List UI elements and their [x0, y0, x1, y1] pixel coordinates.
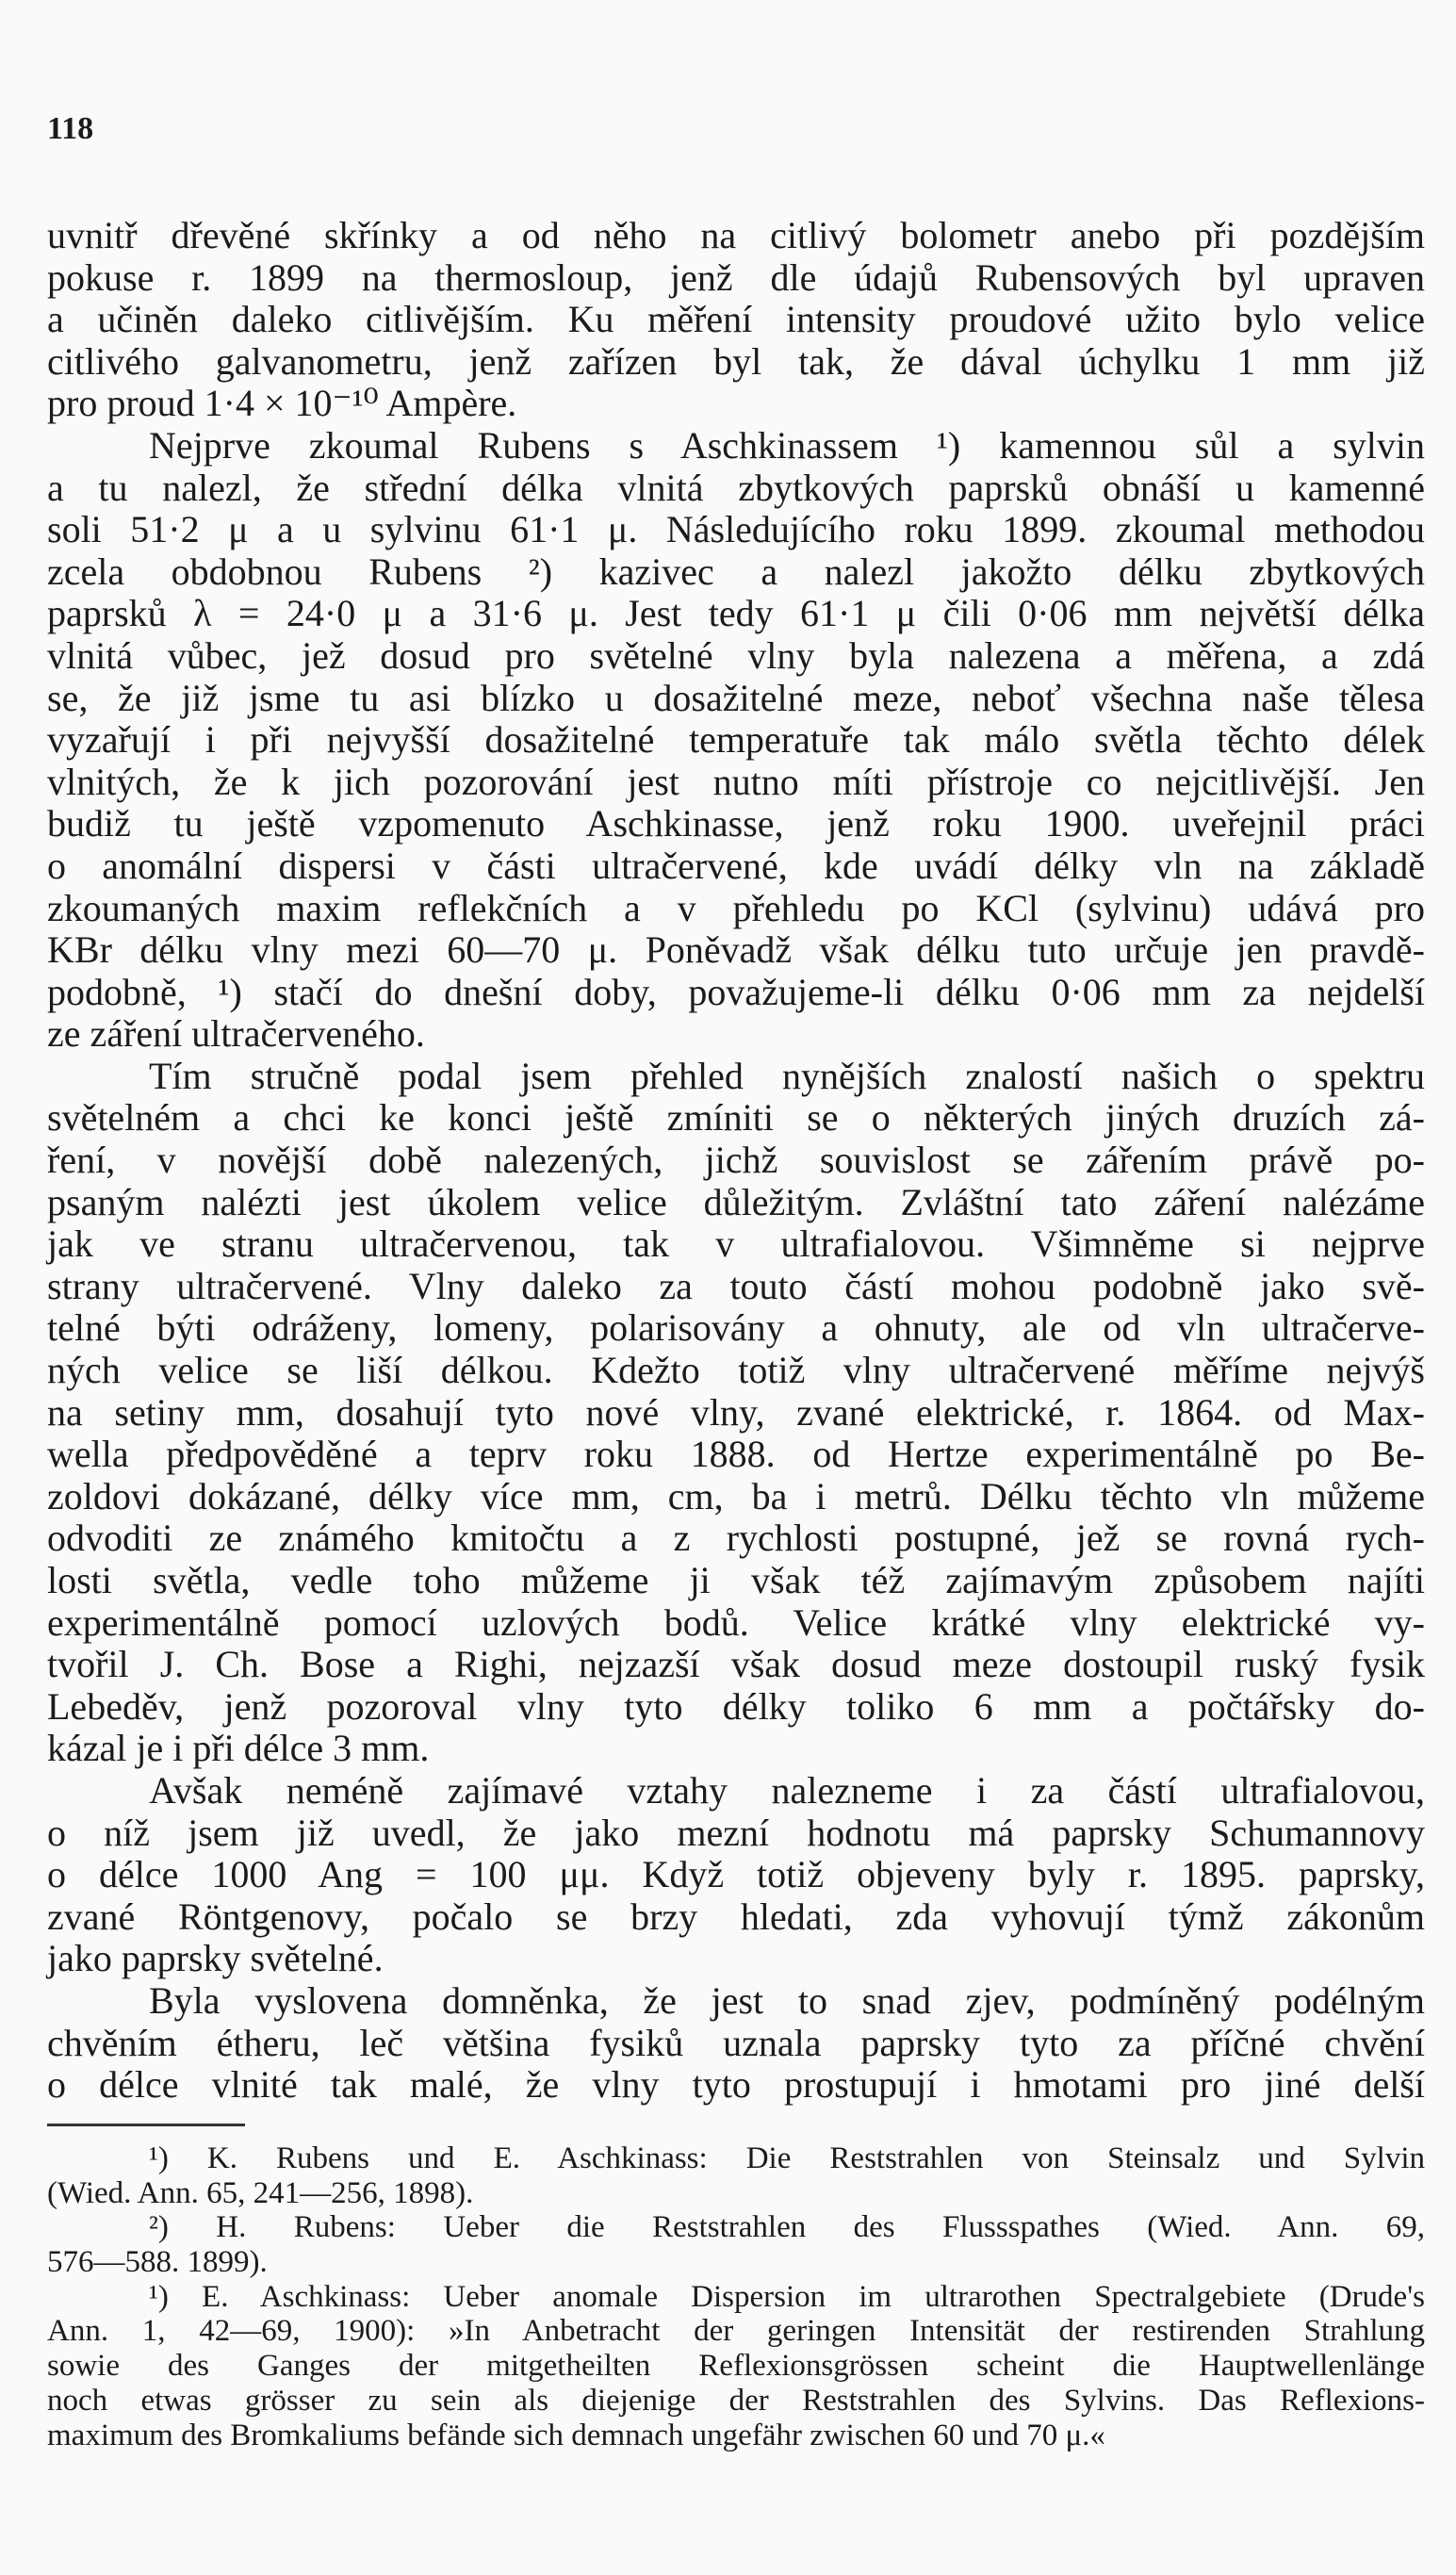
text-line: Tím stručně podal jsem přehled nynějších znalostí našich o spektru — [149, 1054, 1425, 1097]
text-line: losti světla, vedle toho můžeme ji však též zajímavým způsobem najíti — [47, 1559, 1425, 1601]
text-line: zvané Röntgenovy, počalo se brzy hledati, zda vyhovují týmž zákonům — [47, 1894, 1425, 1938]
text-line: vlnitá vůbec, jež dosud pro světelné vlny byla nalezena a měřena, a zdá — [47, 633, 1425, 677]
text-line: kázal je i při délce 3 mm. — [47, 1727, 430, 1770]
footnote-line: maximum des Bromkaliums befände sich demnach ungefähr zwischen 60 und 70 μ.« — [47, 2418, 1105, 2452]
text-line: chvěním étheru, leč většina fysiků uznala paprsky tyto za příčné chvění — [47, 2021, 1425, 2064]
text-line: ných velice se liší délkou. Kdežto totiž vlny ultračervené měříme nejvýš — [47, 1349, 1425, 1392]
text-line: psaným nalézti jest úkolem velice důležitým. Zvláštní tato záření nalézáme — [47, 1180, 1425, 1223]
footnote-line: noch etwas grösser zu sein als diejenige der Reststrahlen des Sylvins. Das Reflexions- — [47, 2383, 1425, 2418]
text-line: světelném a chci ke konci ještě zmíniti se o některých jiných druzích zá- — [47, 1096, 1425, 1140]
footnotes — [47, 2141, 1425, 2452]
page-number: 118 — [47, 111, 94, 146]
text-line: Nejprve zkoumal Rubens s Aschkinassem ¹) kamennou sůl a sylvin — [149, 423, 1425, 467]
text-line: o délce vlnité tak malé, že vlny tyto prostupují i hmotami pro jiné delší — [47, 2063, 1425, 2107]
footnote-divider — [47, 2124, 245, 2126]
text-line: o anomální dispersi v části ultračervené, kde uvádí délky vln na základě — [47, 844, 1425, 887]
text-line: telné býti odráženy, lomeny, polarisovány a ohnuty, ale od vln ultračerve- — [47, 1306, 1425, 1350]
text-line: Byla vyslovena domněnka, že jest to snad zjev, podmíněný podélným — [149, 1978, 1425, 2022]
text-line: jak ve stranu ultračervenou, tak v ultrafialovou. Všimněme si nejprve — [47, 1222, 1425, 1266]
text-line: vyzařují i při nejvyšší dosažitelné temperatuře tak málo světla těchto délek — [47, 718, 1425, 762]
footnote-line: sowie des Ganges der mitgetheilten Reflexionsgrössen scheint die Hauptwellenlänge — [47, 2349, 1425, 2384]
text-line: a tu nalezl, že střední délka vlnitá zbytkových paprsků obnáší u kamenné — [47, 466, 1425, 509]
text-line: Lebeděv, jenž pozoroval vlny tyto délky toliko 6 mm a počtářsky do- — [47, 1684, 1425, 1728]
text-line: podobně, ¹) stačí do dnešní doby, považujeme-li délku 0·06 mm za nejdelší — [47, 970, 1425, 1013]
text-line: strany ultračervené. Vlny daleko za touto částí mohou podobně jako svě- — [47, 1264, 1425, 1307]
text-line: soli 51·2 μ a u sylvinu 61·1 μ. Následujícího roku 1899. zkoumal methodou — [47, 508, 1425, 551]
text-line: ze záření ultračerveného. — [47, 1012, 425, 1056]
text-line: wella předpověděné a teprv roku 1888. od Hertze experimentálně po Be- — [47, 1433, 1425, 1476]
footnote-line: Ann. 1, 42—69, 1900): »In Anbetracht der geringen Intensität der restirenden Strahlung — [47, 2314, 1425, 2349]
text-line: tvořil J. Ch. Bose a Righi, nejzazší však dosud meze dostoupil ruský fysik — [47, 1643, 1425, 1686]
text-line: jako paprsky světelné. — [47, 1937, 384, 1980]
text-line: citlivého galvanometru, jenž zařízen byl tak, že dával úchylku 1 mm již — [47, 339, 1425, 383]
footnote-line: ¹) K. Rubens und E. Aschkinass: Die Reststrahlen von Steinsalz und Sylvin — [149, 2141, 1425, 2175]
text-line: vlnitých, že k jich pozorování jest nutno míti přístroje co nejcitlivější. Jen — [47, 760, 1425, 803]
text-line: paprsků λ = 24·0 μ a 31·6 μ. Jest tedy 61·1 μ čili 0·06 mm největší délka — [47, 592, 1425, 635]
text-line: zoldovi dokázané, délky více mm, cm, ba i metrů. Délku těchto vln můžeme — [47, 1474, 1425, 1517]
text-line: pokuse r. 1899 na thermosloup, jenž dle údajů Rubensových byl upraven — [47, 255, 1425, 299]
text-line: uvnitř dřevěné skřínky a od něho na citlivý bolometr anebo při pozdějším — [47, 214, 1425, 256]
text-line: o délce 1000 Ang = 100 μμ. Když totiž objeveny byly r. 1895. paprsky, — [47, 1853, 1425, 1896]
text-line: a učiněn daleko citlivějším. Ku měření intensity proudové užito bylo velice — [47, 298, 1425, 341]
text-line: zkoumaných maxim reflekčních a v přehledu po KCl (sylvinu) udává pro — [47, 886, 1425, 929]
text-line: o níž jsem již uvedl, že jako mezní hodnotu má paprsky Schumannovy — [47, 1811, 1425, 1854]
text-line: na setiny mm, dosahují tyto nové vlny, zvané elektrické, r. 1864. od Max- — [47, 1390, 1425, 1434]
text-line: se, že již jsme tu asi blízko u dosažitelné meze, neboť všechna naše tělesa — [47, 676, 1425, 719]
text-line: odvoditi ze známého kmitočtu a z rychlosti postupné, jež se rovná rych- — [47, 1517, 1425, 1560]
footnote-line: (Wied. Ann. 65, 241—256, 1898). — [47, 2175, 474, 2210]
text-line: Avšak neméně zajímavé vztahy nalezneme i za částí ultrafialovou, — [149, 1768, 1425, 1812]
footnote-line: 576—588. 1899). — [47, 2245, 268, 2280]
text-line: ření, v novější době nalezených, jichž souvislost se zářením právě po- — [47, 1139, 1425, 1182]
text-line: experimentálně pomocí uzlových bodů. Velice krátké vlny elektrické vy- — [47, 1600, 1425, 1644]
footnote-line: ¹) E. Aschkinass: Ueber anomale Dispersion im ultrarothen Spectralgebiete (Drude's — [149, 2279, 1425, 2314]
text-line: KBr délku vlny mezi 60—70 μ. Poněvadž však délku tuto určuje jen pravdě- — [47, 928, 1425, 972]
text-line: zcela obdobnou Rubens ²) kazivec a nalezl jakožto délku zbytkových — [47, 549, 1425, 593]
body-text — [47, 215, 1425, 2107]
footnote-line: ²) H. Rubens: Ueber die Reststrahlen des Flussspathes (Wied. Ann. 69, — [149, 2210, 1425, 2245]
text-line: pro proud 1·4 × 10⁻¹⁰ Ampère. — [47, 382, 517, 425]
text-line: budiž tu ještě vzpomenuto Aschkinasse, jenž roku 1900. uveřejnil práci — [47, 802, 1425, 845]
